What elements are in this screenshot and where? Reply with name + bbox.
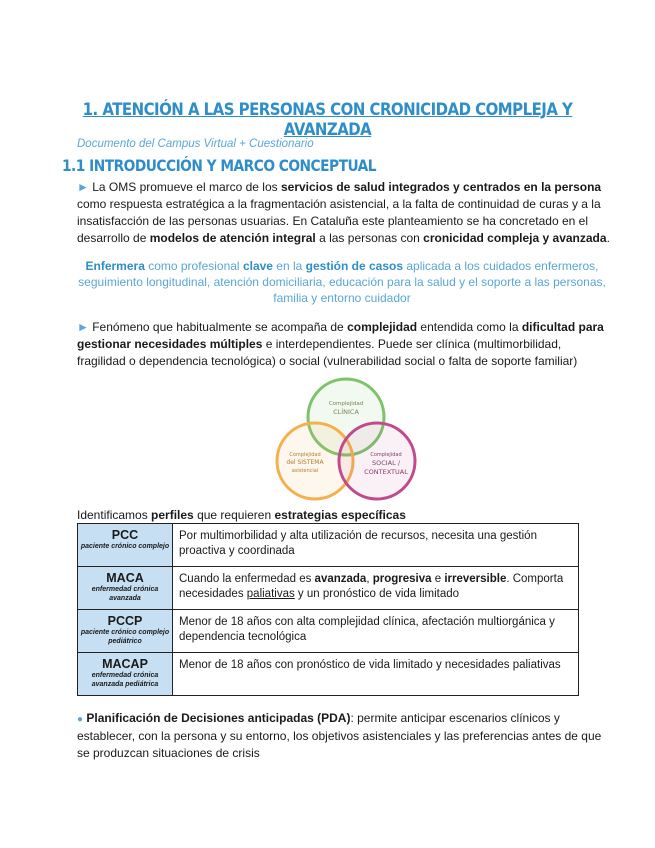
text-run: Identificamos	[77, 508, 152, 522]
bold-run: clave	[242, 259, 273, 273]
section-heading: 1.1 INTRODUCCIÓN Y MARCO CONCEPTUAL	[62, 156, 377, 175]
text-run: entendida como la	[417, 320, 522, 334]
document-source-note: Documento del Campus Virtual + Cuestionario	[77, 138, 314, 150]
bold-run: gestión de casos	[305, 259, 404, 273]
bold-run: Planificación de Decisiones anticipadas (PDA)	[86, 711, 351, 725]
text-run: en la	[272, 259, 306, 273]
profile-subtitle: enfermedad crónica avanzada	[91, 586, 159, 602]
bold-run: progresiva	[372, 573, 432, 585]
bold-run: servicios de salud integrados y centrados en la persona	[280, 180, 602, 194]
bold-run: avanzada	[314, 573, 367, 585]
venn-label-sistema-3: asistencial	[291, 468, 319, 474]
bold-run: complejidad	[347, 320, 418, 334]
text-run: como respuesta estratégica a la fragmentación asistencial, a la falta de continuidad de curas y a la insatisfacción de las personas usuarias. En Cataluña este planteamiento se ha concretado en el desarrollo de	[77, 197, 601, 245]
profile-code: PCCP	[107, 614, 143, 628]
text-run: . Comporta necesidades	[179, 573, 564, 600]
nurse-role-callout	[77, 258, 607, 306]
table-row	[78, 567, 579, 610]
bold-run: dificultad para gestionar necesidades múltiples	[77, 320, 604, 351]
text-run: ,	[366, 573, 373, 585]
complexity-paragraph	[77, 319, 612, 370]
profile-code-cell	[78, 567, 173, 610]
text-run: e	[431, 573, 445, 585]
document-title: 1. ATENCIÓN A LAS PERSONAS CON CRONICIDAD COMPLEJA Y AVANZADA	[82, 100, 573, 140]
profile-description: Menor de 18 años con pronóstico de vida limitado y necesidades paliativas	[173, 653, 579, 696]
profile-code: MACA	[106, 571, 144, 585]
profile-code-cell	[78, 610, 173, 653]
bold-run: perfiles	[151, 508, 194, 522]
text-run: : permite anticipar escenarios clínicos y establecer, con la persona y su entorno, los objetivos asistenciales y las preferencias antes de que se produzcan situaciones de crisis	[77, 711, 602, 760]
complexity-venn-diagram	[260, 375, 430, 505]
text-run: .	[606, 231, 610, 245]
bold-run: cronicidad compleja y avanzada	[423, 231, 607, 245]
venn-label-sistema-1: Complejidad	[289, 452, 321, 458]
triangle-bullet-icon: ►	[77, 180, 89, 194]
text-run: a las personas con	[315, 231, 424, 245]
venn-label-clinica-1: Complejidad	[328, 401, 364, 407]
bold-run: Enfermera	[85, 259, 145, 273]
text-run: y un pronóstico de vida limitado	[294, 588, 460, 600]
table-row	[78, 610, 579, 653]
bold-run: modelos de atención integral	[149, 231, 316, 245]
profile-description: Por multimorbilidad y alta utilización de recursos, necesita una gestión proactiva y coordinada	[173, 524, 579, 567]
profile-subtitle: enfermedad crónica avanzada pediátrica	[91, 672, 159, 688]
venn-label-social-2: SOCIAL /	[371, 459, 401, 467]
venn-label-sistema-2: del SISTEMA	[286, 459, 324, 466]
circle-bullet-icon: ●	[77, 714, 84, 725]
intro-paragraph	[77, 179, 612, 247]
profiles-intro	[77, 508, 406, 522]
profile-subtitle: paciente crónico complejo pediátrico	[80, 629, 170, 645]
venn-label-social-3: CONTEXTUAL	[364, 468, 408, 476]
profile-code-cell	[78, 653, 173, 696]
pda-paragraph	[77, 710, 612, 762]
table-row	[78, 653, 579, 696]
triangle-bullet-icon: ►	[77, 320, 89, 334]
venn-label-social-1: Complejidad	[370, 452, 402, 458]
profile-code: MACAP	[102, 657, 148, 671]
profile-code-cell	[78, 524, 173, 567]
profile-subtitle: paciente crónico complejo	[80, 543, 170, 550]
text-run: que requieren	[193, 508, 275, 522]
venn-label-clinica-2: CLÍNICA	[333, 408, 359, 416]
text-run: Cuando la enfermedad es	[179, 573, 315, 585]
profile-description	[173, 567, 579, 610]
underlined-run: paliativas	[246, 588, 295, 600]
text-run: e interdependientes. Puede ser clínica (multimorbilidad, fragilidad o dependencia tecnológica) o social (vulnerabilidad social o falta de soporte familiar)	[77, 337, 578, 368]
profiles-table	[77, 523, 579, 696]
text-run: La OMS promueve el marco de los	[92, 180, 281, 194]
text-run: como profesional	[144, 259, 243, 273]
text-run: aplicada a los cuidados enfermeros, seguimiento longitudinal, atención domiciliaria, educación para la salud y el soporte a las personas, familia y entorno cuidador	[78, 259, 606, 305]
profile-code: PCC	[111, 528, 139, 542]
bold-run: irreversible	[444, 573, 507, 585]
bold-run: estrategias específicas	[274, 508, 406, 522]
profile-description: Menor de 18 años con alta complejidad clínica, afectación multiorgánica y dependencia tecnológica	[173, 610, 579, 653]
table-row	[78, 524, 579, 567]
text-run: Fenómeno que habitualmente se acompaña de	[88, 320, 348, 334]
